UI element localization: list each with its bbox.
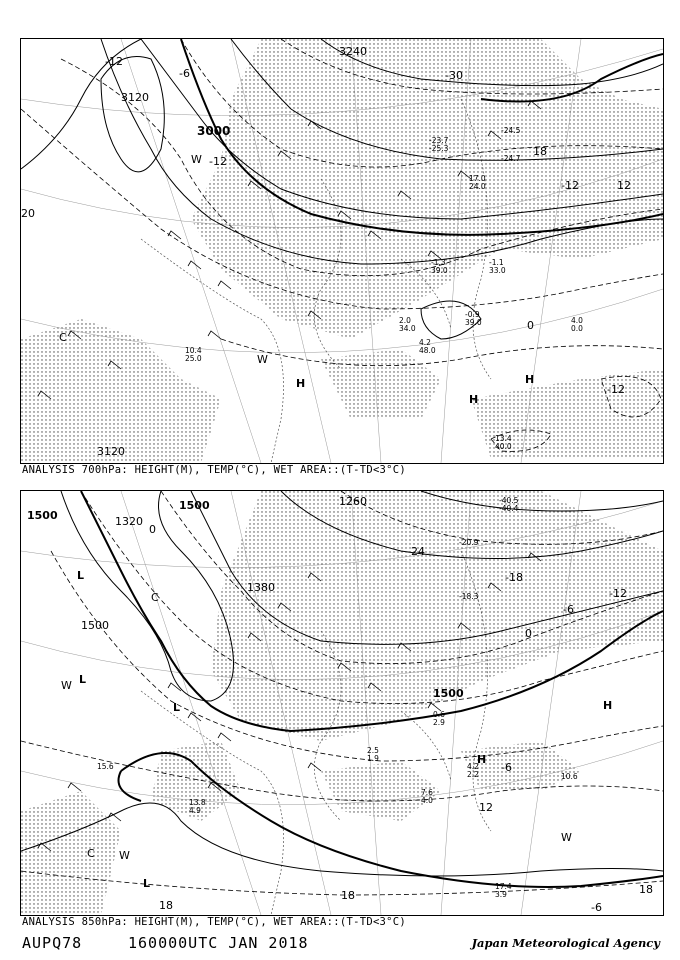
panel-caption-700hpa: ANALYSIS 700hPa: HEIGHT(M), TEMP(°C), WET AREA::(T-TD<3°C) [22,464,407,476]
temp-label: 12 [617,179,631,192]
temp-label: -6 [179,67,190,80]
height-label-1500: 1500 [81,619,109,632]
temp-label: -6 [591,901,602,914]
temp-label: 18 [159,899,173,912]
high-marker: H [477,753,487,766]
temp-label: 18 [533,145,547,158]
warm-marker: W [119,849,130,862]
temp-label: 0 [149,523,156,536]
height-label-1500: 1500 [179,499,210,512]
temp-label: 18 [341,889,355,902]
station-value: 13.8 [189,798,206,807]
temp-label: -24 [407,545,425,558]
cold-marker: C [87,847,95,860]
height-label-3120-bottom: 3120 [97,445,125,458]
station-value: 1.9 [367,754,379,763]
station-value: 10.4 [185,346,202,355]
temp-label: 0 [525,627,532,640]
station-value: 10.6 [561,772,578,781]
station-value: -1.1 [489,258,504,267]
low-marker: L [173,701,181,714]
agency-name: Japan Meteorological Agency [471,936,660,950]
station-value: 2.5 [367,746,379,755]
temp-label: -12 [105,55,123,68]
temp-label: -12 [209,155,227,168]
station-value: 0.6 [433,710,445,719]
station-value: 25.0 [185,354,202,363]
height-label-1500: 1500 [27,509,58,522]
station-value: 17.0 [469,174,486,183]
station-value: -0.9 [465,310,480,319]
station-value: 0.0 [571,324,583,333]
temp-label: -12 [609,587,627,600]
high-marker: H [525,373,535,386]
warm-marker: W [257,353,268,366]
station-value: 7.6 [421,788,433,797]
panel-caption-850hpa: ANALYSIS 850hPa: HEIGHT(M), TEMP(°C), WET AREA::(T-TD<3°C) [22,916,407,928]
station-value: 34.0 [399,324,416,333]
station-value: -20.9 [459,538,479,547]
station-value: 39.0 [465,318,482,327]
height-label-3120-top: 3120 [121,91,149,104]
station-value: 4.2 [419,338,431,347]
station-value: -40.5 [499,496,519,505]
station-value: -24.7 [501,154,521,163]
low-marker: L [143,877,151,890]
warm-marker: W [61,679,72,692]
station-value: -23.7 [429,136,449,145]
high-marker: H [296,377,306,390]
station-value: -18.3 [459,592,479,601]
station-value: 2.9 [433,718,445,727]
station-value: 2.0 [399,316,411,325]
temp-label: -6 [501,761,512,774]
station-value: -24.5 [501,126,521,135]
station-value: 33.0 [489,266,506,275]
temp-label: -6 [563,603,574,616]
height-label-3240: 3240 [339,45,367,58]
map-700hpa-chart [21,39,663,463]
isotherm-edge-label: 20 [21,207,35,220]
cold-marker: C [59,331,67,344]
temp-label: 0 [527,319,534,332]
temp-label: 18 [639,883,653,896]
temp-label: -12 [561,179,579,192]
height-label-1320: 1320 [115,515,143,528]
low-marker: L [77,569,85,582]
map-panel-850hpa [20,490,664,916]
wet-area-shading [21,491,663,915]
wet-area-shading [21,39,663,463]
station-value: 40.0 [495,442,512,451]
map-panel-700hpa [20,38,664,464]
station-value: 48.0 [419,346,436,355]
high-marker: H [469,393,479,406]
station-value: 3.9 [495,890,507,899]
station-value: -1.3 [431,258,446,267]
station-value: 4.0 [571,316,583,325]
warm-marker: W [191,153,202,166]
station-value: 4.2 [467,762,479,771]
map-850hpa-chart [21,491,663,915]
height-label-1380: 1380 [247,581,275,594]
cold-marker: C [151,591,159,604]
temp-label: -30 [445,69,463,82]
height-label-3000: 3000 [197,124,231,138]
analysis-time: 160000UTC JAN 2018 [128,934,309,952]
station-value: 17.4 [495,882,512,891]
station-value: 4.0 [421,796,433,805]
low-marker: L [79,673,87,686]
station-value: 24.0 [469,182,486,191]
chart-footer [22,934,660,954]
station-value: 15.6 [97,762,114,771]
station-value: 2.2 [467,770,479,779]
temp-label: -18 [505,571,523,584]
warm-marker: W [561,831,572,844]
height-label-1500: 1500 [433,687,464,700]
temp-label: 12 [479,801,493,814]
height-label-1260: 1260 [339,495,367,508]
station-value: 39.0 [431,266,448,275]
chart-code: AUPQ78 [22,934,83,952]
temp-label: -12 [607,383,625,396]
station-value: 4.9 [189,806,201,815]
high-marker: H [603,699,613,712]
station-value: -25.3 [429,144,449,153]
station-value: -40.4 [499,504,519,513]
station-value: 13.4 [495,434,512,443]
